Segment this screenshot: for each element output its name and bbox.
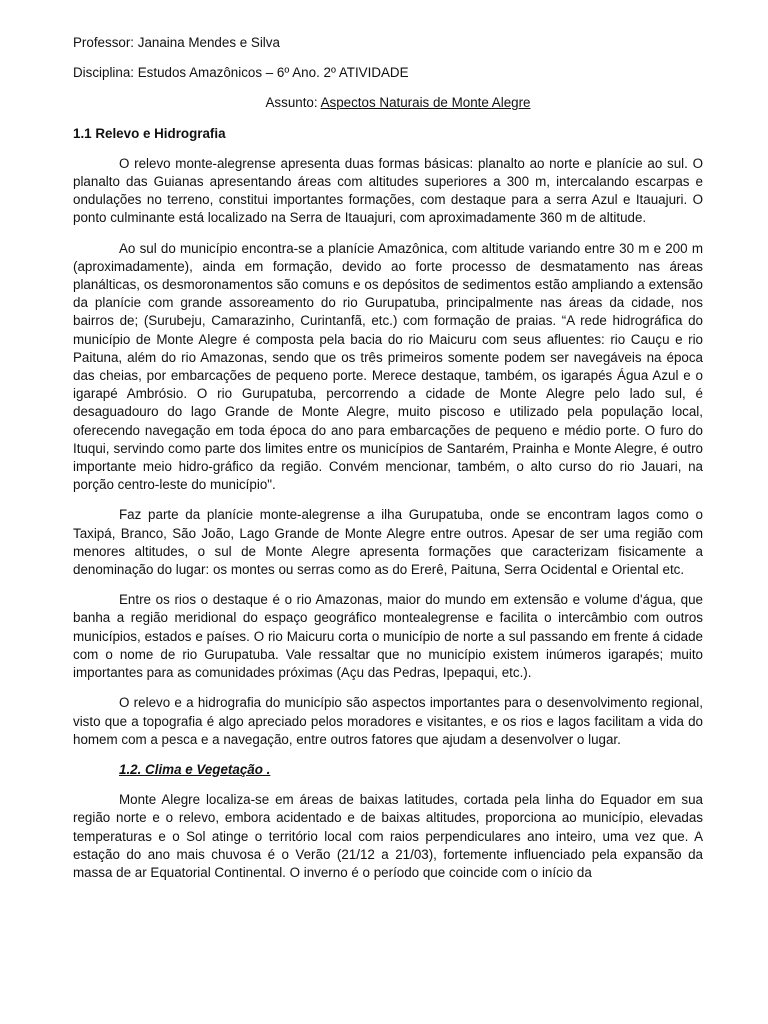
paragraph: Faz parte da planície monte-alegrense a ilha Gurupatuba, onde se encontram lagos como o Taxipá, Branco, São João, Lago Grande de Monte Alegre entre outros. Apesar de ser uma região com menores altitudes, o sul de Monte Alegre apresenta formações que caracterizam fisicamente a denominação do lugar: os montes ou serras como as do Ererê, Paituna, Serra Ocidental e Oriental etc. bbox=[73, 507, 703, 578]
subject-line bbox=[73, 94, 703, 112]
document-page bbox=[73, 34, 703, 894]
subject-prefix: Assunto: bbox=[265, 95, 321, 111]
paragraph: Monte Alegre localiza-se em áreas de baixas latitudes, cortada pela linha do Equador em sua região norte e o relevo, embora acidentado e de baixas altitudes, proporciona ao município, elevadas temperaturas e o Sol atinge o território local com raios perpendiculares ano inteiro, uma vez que. A estação do ano mais chuvosa é o Verão (21/12 a 21/03), fortemente influenciado pela expansão da massa de ar Equatorial Continental. O inverno é o período que coincide com o início da bbox=[73, 792, 703, 880]
subject-title: Aspectos Naturais de Monte Alegre bbox=[320, 95, 531, 111]
paragraph: O relevo monte-alegrense apresenta duas formas básicas: planalto ao norte e planície ao sul. O planalto das Guianas apresentando áreas com altitudes superiores a 300 m, intercalando escarpas e ondulações no terreno, constitui importantes formações, com destaque para a serra Azul e Itauajuri. O ponto culminante está localizado na Serra de Itauajuri, com aproximadamente 360 m de altitude. bbox=[73, 155, 703, 226]
discipline-line: Disciplina: Estudos Amazônicos – 6º Ano. 2º ATIVIDADE bbox=[73, 65, 409, 81]
paragraph: Entre os rios o destaque é o rio Amazonas, maior do mundo em extensão e volume d'água, que banha a região meridional do espaço geográfico montealegrense e facilita o intercâmbio com outros municípios, estados e países. O rio Maicuru corta o município de norte a sul passando em frente á cidade com o nome de rio Gurupatuba. Vale ressaltar que no município existem inúmeros igarapés; muito importantes para as comunidades próximas (Açu das Pedras, Ipepaqui, etc.). bbox=[73, 592, 703, 681]
paragraph: Ao sul do município encontra-se a planície Amazônica, com altitude variando entre 30 m e 200 m (aproximadamente), ainda em formação, devido ao forte processo de desmatamento nas áreas planálticas, os desmoronamentos são comuns e os depósitos de sedimentos estão ampliando a extensão da planície com grande assoreamento do rio Gurupatuba, principalmente nas áreas da cidade, nos bairros de; (Surubeju, Camarazinho, Curintanfã, etc.) com formação de praias. “A rede hidrográfica do município de Monte Alegre é composta pela bacia do rio Maicuru com seus afluentes: rio Cauçu e rio Paituna, além do rio Amazonas, sendo que os três primeiros somente podem ser navegáveis na época das cheias, por embarcações de pequeno porte. Merece destaque, também, os igarapés Água Azul e o igarapé Ambrósio. O rio Gurupatuba, percorrendo a cidade de Monte Alegre pelo lado sul, é desaguadouro do lago Grande de Monte Alegre, muito piscoso e utilizado pela população local, oferecendo navegação em toda época do ano para embarcações de pequeno e médio porte. O furo do Ituqui, servindo como parte dos limites entre os municípios de Santarém, Prainha e Monte Alegre, é outro importante meio hidro-gráfico da região. Convém mencionar, também, o alto curso do rio Jauari, na porção centro-leste do município". bbox=[73, 240, 703, 493]
section-title-clima: 1.2. Clima e Vegetação . bbox=[119, 761, 271, 777]
section-title-relevo: 1.1 Relevo e Hidrografia bbox=[73, 125, 226, 141]
paragraph: O relevo e a hidrografia do município são aspectos importantes para o desenvolvimento regional, visto que a topografia é algo apreciado pelos moradores e visitantes, e os rios e lagos facilitam a vida do homem com a pesca e a navegação, entre outros fatores que ajudam a desenvolver o lugar. bbox=[73, 695, 703, 747]
professor-line: Professor: Janaina Mendes e Silva bbox=[73, 35, 280, 50]
